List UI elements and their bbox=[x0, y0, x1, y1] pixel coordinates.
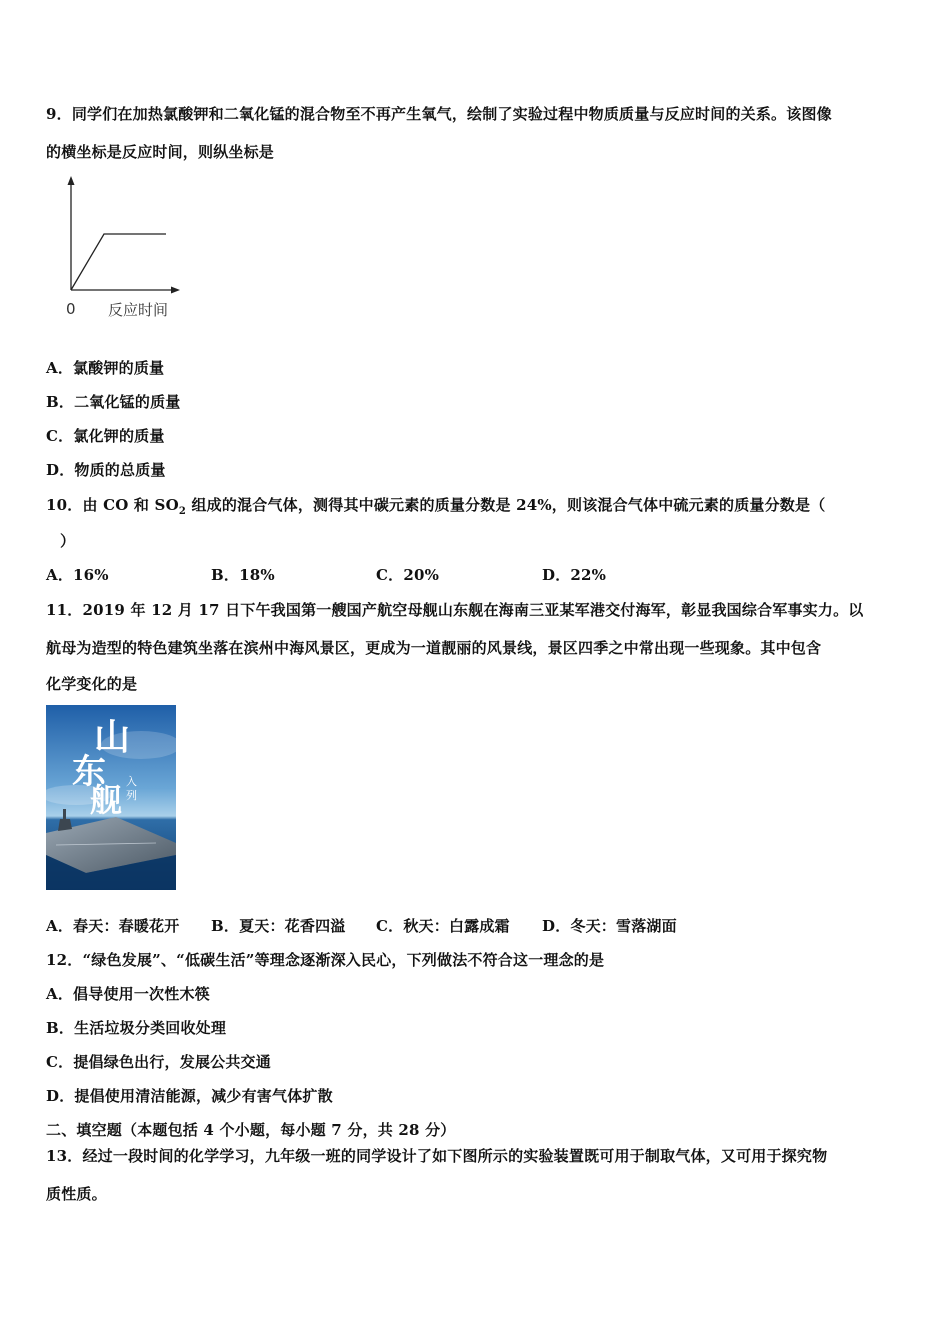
q10-stem-part-b: 组成的混合气体，测得其中碳元素的质量分数是 24%，则该混合气体中硫元素的质量分数是（ bbox=[186, 496, 826, 514]
graph-origin-label: 0 bbox=[66, 300, 76, 318]
q10-option-b: B．18% bbox=[211, 566, 275, 584]
q10-subscript: 2 bbox=[178, 506, 187, 517]
q9-option-c: C．氯化钾的质量 bbox=[46, 427, 165, 445]
q9-graph bbox=[58, 172, 188, 322]
q11-option-d: D．冬天：雪落湖面 bbox=[542, 917, 677, 935]
q9-graph-svg bbox=[58, 172, 188, 302]
mass-curve bbox=[71, 234, 166, 290]
q9-stem-line2: 的横坐标是反应时间，则纵坐标是 bbox=[46, 143, 275, 161]
carrier-island bbox=[58, 819, 72, 831]
q11-option-b: B．夏天：花香四溢 bbox=[211, 917, 346, 935]
q11-stem-line3: 化学变化的是 bbox=[46, 675, 138, 693]
q13-stem-line2: 质性质。 bbox=[46, 1185, 107, 1203]
q9-option-b: B．二氧化锰的质量 bbox=[46, 393, 181, 411]
image-title-char-1: 山 bbox=[94, 716, 131, 758]
q12-option-b: B．生活垃圾分类回收处理 bbox=[46, 1019, 227, 1037]
q12-option-a: A．倡导使用一次性木筷 bbox=[46, 985, 210, 1003]
q13-stem-line1: 13．经过一段时间的化学学习，九年级一班的同学设计了如下图所示的实验装置既可用于制取气体，又可用于探究物 bbox=[46, 1147, 828, 1165]
x-axis-arrow-icon bbox=[171, 287, 180, 294]
carrier-illustration bbox=[46, 705, 176, 890]
q9-stem-line1: 9．同学们在加热氯酸钾和二氧化锰的混合物至不再产生氧气，绘制了实验过程中物质质量与反应时间的关系。该图像 bbox=[46, 105, 832, 123]
q12-stem: 12．“绿色发展”、“低碳生活”等理念逐渐深入民心，下列做法不符合这一理念的是 bbox=[46, 951, 605, 969]
q11-carrier-image bbox=[46, 705, 176, 890]
q10-stem-line2: ） bbox=[60, 532, 76, 550]
q10-stem-line1 bbox=[46, 494, 825, 517]
q12-option-d: D．提倡使用清洁能源，减少有害气体扩散 bbox=[46, 1087, 333, 1105]
image-subtitle-char-2: 列 bbox=[126, 789, 137, 802]
image-subtitle-char-1: 入 bbox=[126, 775, 137, 788]
image-title-char-2: 东 bbox=[72, 752, 106, 792]
q11-option-a: A．春天：春暖花开 bbox=[46, 917, 180, 935]
y-axis-arrow-icon bbox=[68, 176, 75, 185]
q10-option-c: C．20% bbox=[376, 566, 440, 584]
q11-option-c: C．秋天：白露成霜 bbox=[376, 917, 510, 935]
q12-option-c: C．提倡绿色出行，发展公共交通 bbox=[46, 1053, 271, 1071]
section2-title: 二、填空题（本题包括 4 个小题，每小题 7 分，共 28 分） bbox=[46, 1121, 456, 1139]
q11-stem-line1: 11．2019 年 12 月 17 日下午我国第一艘国产航空母舰山东舰在海南三亚某军港交付海军，彰显我国综合军事实力。以 bbox=[46, 601, 864, 619]
q9-option-a: A．氯酸钾的质量 bbox=[46, 359, 165, 377]
q9-option-d: D．物质的总质量 bbox=[46, 461, 166, 479]
q10-stem-part-a: 10．由 CO 和 SO bbox=[46, 496, 179, 514]
image-title-char-3: 舰 bbox=[90, 781, 123, 819]
graph-x-axis-label: 反应时间 bbox=[108, 301, 169, 319]
q10-option-d: D．22% bbox=[542, 566, 607, 584]
q11-stem-line2: 航母为造型的特色建筑坐落在滨州中海风景区，更成为一道靓丽的风景线，景区四季之中常出现一些现象。其中包含 bbox=[46, 639, 822, 657]
q10-option-a: A．16% bbox=[46, 566, 109, 584]
